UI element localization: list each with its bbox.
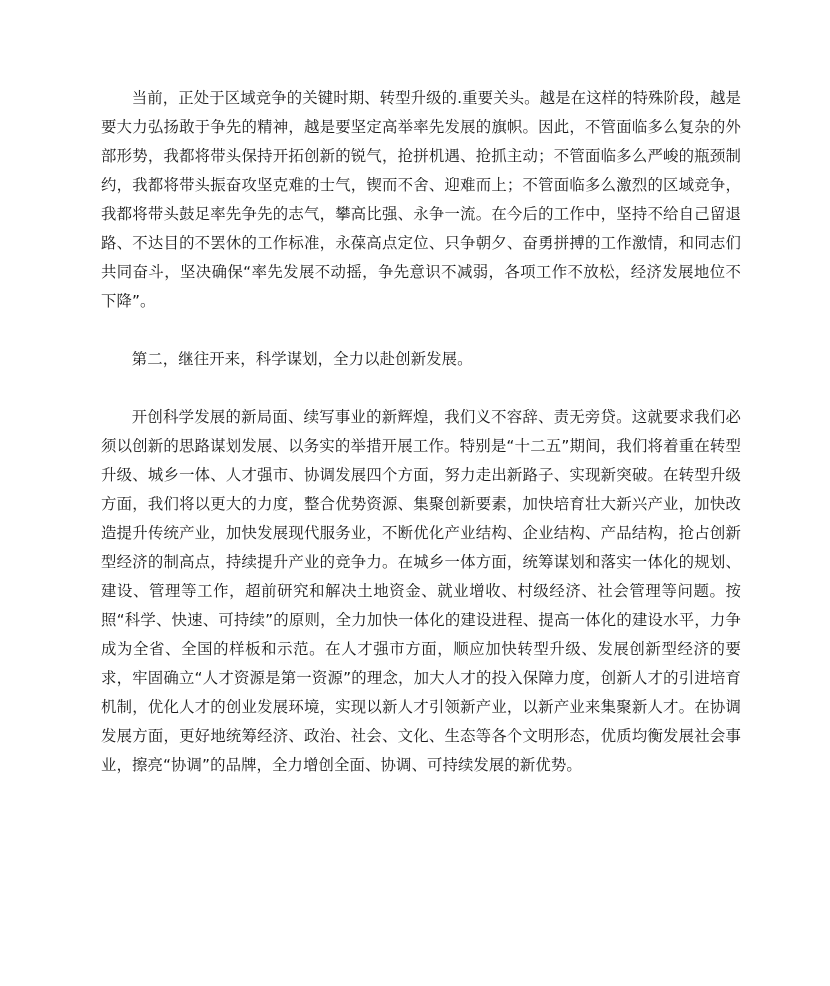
paragraph-innovation-development: 开创科学发展的新局面、续写事业的新辉煌，我们义不容辞、责无旁贷。这就要求我们必须以创新的思路谋划发展、以务实的举措开展工作。特别是“十二五”期间，我们将着重在转型升级、城乡一体、人才强市、协调发展四个方面，努力走出新路子、实现新突破。在转型升级方面，我们将以更大的力度，整合优势资源、集聚创新要素，加快培育壮大新兴产业，加快改造提升传统产业，加快发展现代服务业，不断优化产业结构、企业结构、产品结构，抢占创新型经济的制高点，持续提升产业的竞争力。在城乡一体方面，统筹谋划和落实一体化的规划、建设、管理等工作，超前研究和解决土地资金、就业增收、村级经济、社会管理等问题。按照“科学、快速、可持续”的原则，全力加快一体化的建设进程、提高一体化的建设水平，力争成为全省、全国的样板和示范。在人才强市方面，顺应加快转型升级、发展创新型经济的要求，牢固确立“人才资源是第一资源”的理念，加大人才的投入保障力度，创新人才的引进培育机制，优化人才的创业发展环境，实现以新人才引领新产业，以新产业来集聚新人才。在协调发展方面，更好地统筹经济、政治、社会、文化、生态等各个文明形态，优质均衡发展社会事业，擦亮“协调”的品牌，全力增创全面、协调、可持续发展的新优势。 xyxy=(101,408,741,774)
document-body xyxy=(101,84,741,780)
section-heading-second: 第二，继往开来，科学谋划，全力以赴创新发展。 xyxy=(131,350,473,368)
paragraph-current-situation: 当前，正处于区域竞争的关键时期、转型升级的.重要关头。越是在这样的特殊阶段，越是要大力弘扬敢于争先的精神，越是要坚定高举率先发展的旗帜。因此，不管面临多么复杂的外部形势，我都将带头保持开拓创新的锐气，抢拼机遇、抢抓主动；不管面临多么严峻的瓶颈制约，我都将带头振奋攻坚克难的士气，锲而不舍、迎难而上；不管面临多么激烈的区域竞争，我都将带头鼓足率先争先的志气，攀高比强、永争一流。在今后的工作中，坚持不给自己留退路、不达目的不罢休的工作标准，永葆高点定位、只争朝夕、奋勇拼搏的工作激情，和同志们共同奋斗，坚决确保“率先发展不动摇，争先意识不减弱，各项工作不放松，经济发展地位不下降”。 xyxy=(101,89,741,310)
